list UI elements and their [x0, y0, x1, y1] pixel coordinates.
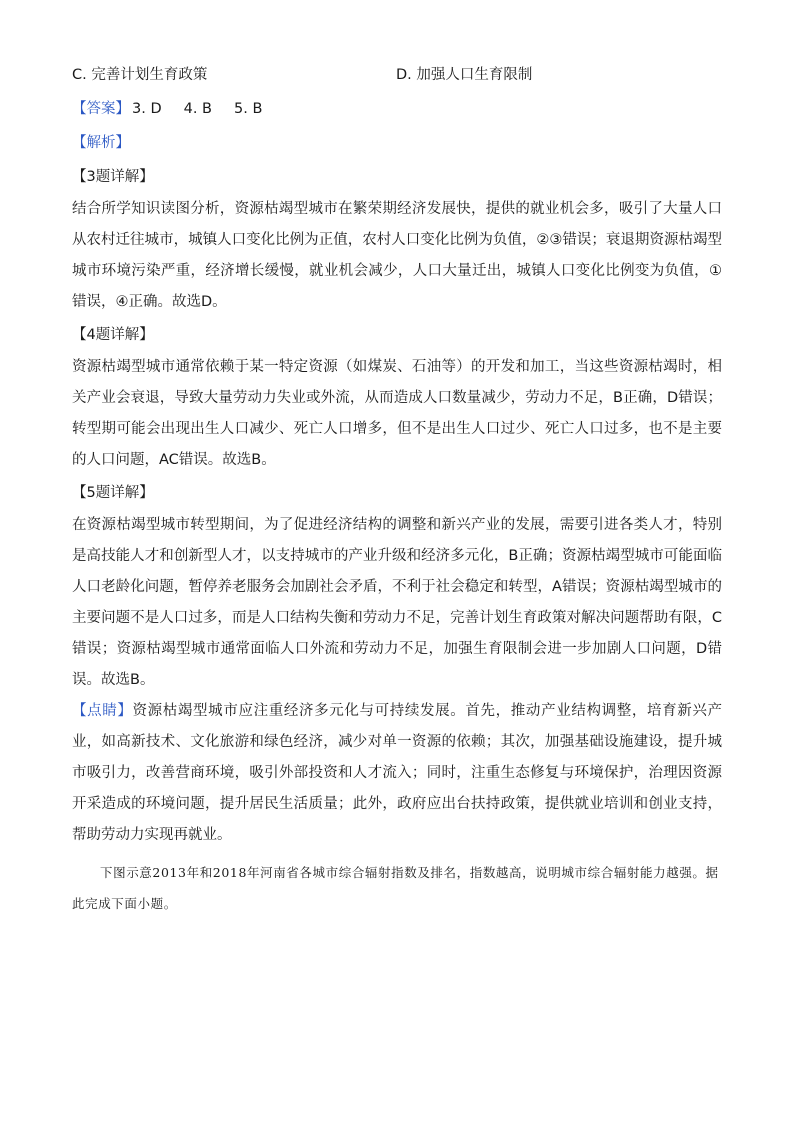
- q5-explanation: 在资源枯竭型城市转型期间，为了促进经济结构的调整和新兴产业的发展，需要引进各类人才，特别是高技能人才和创新型人才，以支持城市的产业升级和经济多元化，B正确；资源枯竭型城市可能面临人口老龄化问题，暂停养老服务会加剧社会矛盾，不利于社会稳定和转型，A错误；资源枯竭型城市的主要问题不是人口过多，而是人口结构失衡和劳动力不足，完善计划生育政策对解决问题帮助有限，C错误；资源枯竭型城市通常面临人口外流和劳动力不足，加强生育限制会进一步加剧人口问题，D错误。故选B。: [72, 517, 722, 688]
- option-c: C. 完善计划生育政策: [72, 67, 208, 83]
- answer-line: [72, 92, 722, 126]
- analysis-heading: [72, 126, 722, 160]
- document-page: [72, 58, 722, 919]
- q4-heading: 【4题详解】: [72, 327, 154, 343]
- answer-q3: 3. D: [132, 101, 162, 117]
- answer-q5: 5. B: [234, 101, 263, 117]
- answer-q4: 4. B: [183, 101, 213, 117]
- option-d: D. 加强人口生育限制: [396, 67, 533, 83]
- q3-heading: 【3题详解】: [72, 169, 154, 185]
- dianjing-body: 资源枯竭型城市应注重经济多元化与可持续发展。首先，推动产业结构调整，培育新兴产业，如高新技术、文化旅游和绿色经济，减少对单一资源的依赖；其次，加强基础设施建设，提升城市吸引力，改善营商环境，吸引外部投资和人才流入；同时，注重生态修复与环境保护，治理因资源开采造成的环境问题，提升居民生活质量；此外，政府应出台扶持政策，提供就业培训和创业支持，帮助劳动力实现再就业。: [72, 703, 723, 843]
- dianjing-tag: 【点睛】: [72, 703, 133, 719]
- q4-explanation: 资源枯竭型城市通常依赖于某一特定资源（如煤炭、石油等）的开发和加工，当这些资源枯竭时，相关产业会衰退，导致大量劳动力失业或外流，从而造成人口数量减少，劳动力不足，B正确，D错误；转型期可能会出现出生人口减少、死亡人口增多，但不是出生人口过少、死亡人口过多，也不是主要的人口问题，AC错误。故选B。: [72, 359, 722, 468]
- next-question-intro: 下图示意2013年和2018年河南省各城市综合辐射指数及排名，指数越高，说明城市综合辐射能力越强。据此完成下面小题。: [72, 865, 719, 911]
- q5-heading: 【5题详解】: [72, 485, 154, 501]
- analysis-tag: 【解析】: [72, 135, 130, 151]
- answer-tag: 【答案】: [72, 101, 130, 117]
- options-row: [72, 58, 722, 92]
- dianjing-paragraph: [72, 696, 722, 851]
- q3-explanation: 结合所学知识读图分析，资源枯竭型城市在繁荣期经济发展快，提供的就业机会多，吸引了大量人口从农村迁往城市，城镇人口变化比例为正值，农村人口变化比例为负值，②③错误；衰退期资源枯竭型城市环境污染严重，经济增长缓慢，就业机会减少，人口大量迁出，城镇人口变化比例变为负值，①错误，④正确。故选D。: [72, 201, 722, 310]
